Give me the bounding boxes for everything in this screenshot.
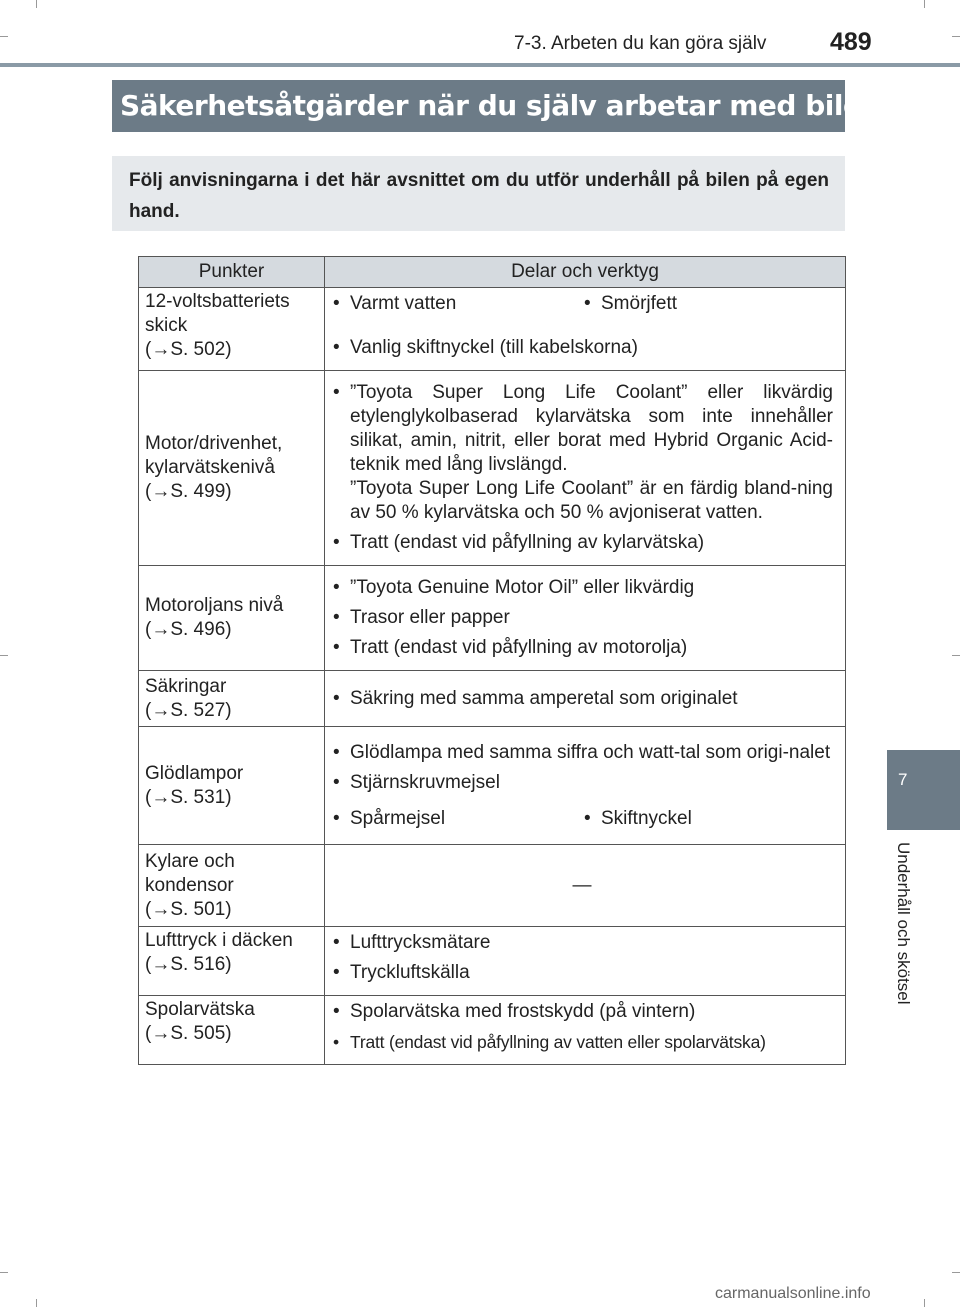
crop-mark bbox=[36, 1299, 37, 1307]
parts-cell bbox=[325, 996, 846, 1065]
item-cell bbox=[139, 288, 325, 371]
list-item bbox=[331, 381, 833, 525]
item-line: Motor/drivenhet, bbox=[145, 433, 283, 454]
intro-box bbox=[112, 156, 845, 231]
intro-text: Följ anvisningarna i det här avsnittet om du utför underhåll på bilen på egen hand. bbox=[129, 170, 829, 222]
list-item: • Tryckluftskälla bbox=[331, 961, 833, 985]
item-line: Motoroljans nivå bbox=[145, 595, 284, 616]
list-item: • Tratt (endast vid påfyllning av vatten eller spolarvätska) bbox=[331, 1030, 833, 1054]
watermark: carmanualsonline.info bbox=[715, 1285, 871, 1302]
item-ref: (→S. 516) bbox=[145, 954, 232, 975]
title-bar bbox=[112, 80, 881, 132]
header-parts: Delar och verktyg bbox=[325, 257, 846, 288]
item-ref: (→S. 502) bbox=[145, 339, 232, 360]
list-item: • Säkring med samma amperetal som originalet bbox=[331, 687, 833, 711]
header-items: Punkter bbox=[139, 257, 325, 288]
item-line: Spolarvätska bbox=[145, 999, 255, 1020]
item-line: kondensor bbox=[145, 874, 234, 896]
item-line: Lufttryck i däcken bbox=[145, 930, 293, 951]
section-title: 7-3. Arbeten du kan göra själv bbox=[514, 33, 767, 54]
list-item: • Spolarvätska med frostskydd (på vintern) bbox=[331, 1000, 833, 1024]
table-row bbox=[139, 371, 846, 566]
page-number: 489 bbox=[830, 28, 872, 56]
crop-mark bbox=[952, 36, 960, 37]
parts-cell bbox=[325, 371, 846, 566]
item-ref: (→S. 505) bbox=[145, 1023, 232, 1044]
item-line: Glödlampor bbox=[145, 762, 244, 784]
item-cell bbox=[139, 671, 325, 727]
table-row bbox=[139, 845, 846, 927]
item-ref: (→S. 531) bbox=[145, 786, 232, 808]
table-row bbox=[139, 927, 846, 996]
table-row bbox=[139, 727, 846, 845]
parts-cell bbox=[325, 927, 846, 996]
item-ref: (→S. 499) bbox=[145, 481, 232, 502]
page-title: Säkerhetsåtgärder när du själv arbetar med bilen bbox=[120, 89, 881, 122]
item-cell bbox=[139, 927, 325, 996]
list-item: • Varmt vatten bbox=[331, 292, 582, 316]
chapter-label: Underhåll och skötsel bbox=[894, 842, 913, 1005]
tools-table bbox=[138, 256, 846, 1065]
list-item: • Stjärnskruvmejsel bbox=[331, 771, 833, 795]
list-item: • Glödlampa med samma siffra och watt-tal som origi-nalet bbox=[331, 741, 833, 765]
crop-mark bbox=[0, 655, 8, 656]
empty-dash: — bbox=[572, 874, 592, 896]
item-ref: (→S. 501) bbox=[145, 898, 232, 920]
list-item: • Tratt (endast vid påfyllning av kylarvätska) bbox=[331, 531, 833, 555]
table-header-row bbox=[139, 257, 846, 288]
item-line: kylarvätskenivå bbox=[145, 457, 275, 478]
item-line: 12-voltsbatteriets bbox=[145, 291, 290, 312]
list-item: • Lufttrycksmätare bbox=[331, 931, 833, 955]
table-row bbox=[139, 288, 846, 371]
list-item: • Spårmejsel bbox=[331, 807, 582, 831]
crop-mark bbox=[0, 36, 8, 37]
list-item: • Smörjfett bbox=[582, 292, 833, 316]
table-row bbox=[139, 671, 846, 727]
item-cell bbox=[139, 845, 325, 927]
item-cell bbox=[139, 727, 325, 845]
item-line: Kylare och bbox=[145, 850, 235, 872]
list-item-text: • ”Toyota Super Long Life Coolant” eller likvärdig etylenglykolbaserad kylarvätska som inte innehåller silikat, amin, nitrit, eller borat med Hybrid Organic Acid-teknik med lång livslängd. bbox=[350, 382, 833, 475]
parts-cell bbox=[325, 727, 846, 845]
list-item-text: ”Toyota Super Long Life Coolant” är en färdig bland-ning av 50 % kylarvätska och 50 % avjoniserat vatten. bbox=[350, 478, 833, 523]
crop-mark bbox=[0, 1272, 8, 1273]
parts-cell bbox=[325, 671, 846, 727]
crop-mark bbox=[952, 1272, 960, 1273]
item-ref: (→S. 527) bbox=[145, 699, 232, 721]
parts-cell bbox=[325, 566, 846, 671]
list-item: • Skiftnyckel bbox=[582, 807, 833, 831]
item-line: skick bbox=[145, 315, 188, 336]
item-cell bbox=[139, 371, 325, 566]
crop-mark bbox=[924, 1299, 925, 1307]
chapter-tab bbox=[887, 750, 960, 830]
crop-mark bbox=[924, 0, 925, 8]
item-cell bbox=[139, 996, 325, 1065]
list-item: • Trasor eller papper bbox=[331, 606, 833, 630]
parts-cell bbox=[325, 845, 846, 927]
list-item: • Vanlig skiftnyckel (till kabelskorna) bbox=[331, 336, 833, 360]
chapter-number: 7 bbox=[898, 770, 908, 789]
table-row bbox=[139, 996, 846, 1065]
item-cell bbox=[139, 566, 325, 671]
crop-mark bbox=[952, 655, 960, 656]
list-item: • Tratt (endast vid påfyllning av motorolja) bbox=[331, 636, 833, 660]
crop-mark bbox=[36, 0, 37, 8]
table-row bbox=[139, 566, 846, 671]
list-item: • ”Toyota Genuine Motor Oil” eller likvärdig bbox=[331, 576, 833, 600]
header-rule bbox=[0, 63, 960, 67]
item-ref: (→S. 496) bbox=[145, 619, 232, 640]
item-line: Säkringar bbox=[145, 675, 227, 697]
parts-cell bbox=[325, 288, 846, 371]
